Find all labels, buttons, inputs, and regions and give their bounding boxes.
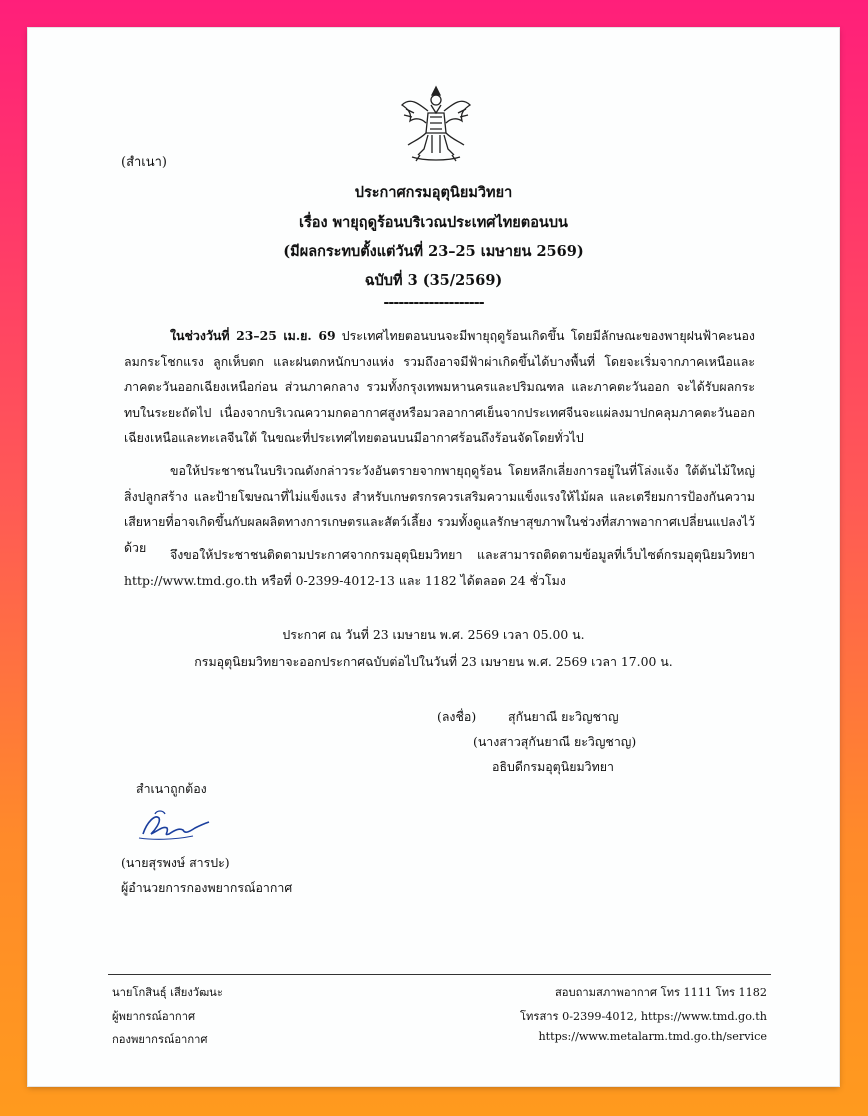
handwritten-signature xyxy=(133,804,213,844)
paragraph-advice: ขอให้ประชาชนในบริเวณดังกล่าวระวังอันตรายจากพายุฤดูร้อน โดยหลีกเลี่ยงการอยู่ในที่โล่งแจ้ง ใต้ต้นไม้ใหญ่ สิ่งปลูกสร้าง และป้ายโฆษณาที่ไม่แข็งแรง สำหรับเกษตรกรควรเสริมความแข็งแรงให้ไม้ผล และเตรียมการป้องกันความเสียหายที่อาจเกิดขึ้นกับผลผลิตทางการเกษตรและสัตว์เลี้ยง รวมทั้งดูแลรักษาสุขภาพในช่วงที่สภาพอากาศเปลี่ยนแปลงไว้ด้วย xyxy=(124,463,755,555)
document-page xyxy=(28,28,839,1086)
paragraph-contact: จึงขอให้ประชาชนติดตามประกาศจากกรมอุตุนิยมวิทยา และสามารถติดตามข้อมูลที่เว็บไซต์กรมอุตุนิยมวิทยา http://www.tmd.go.th หรือที่ 0-2399-4012-13 และ 1182 ได้ตลอด 24 ชั่วโมง xyxy=(124,547,755,588)
page-title: ประกาศกรมอุตุนิยมวิทยา xyxy=(354,184,513,201)
paragraph-lead: ในช่วงวันที่ 23–25 เม.ย. 69 xyxy=(170,328,336,343)
signer-full-name: (นางสาวสุกันยาณี ยะวิญชาญ) xyxy=(473,734,637,749)
footer-forecaster-title: ผู้พยากรณ์อากาศ xyxy=(112,1010,196,1023)
effect-period: (มีผลกระทบตั้งแต่วันที่ 23–25 เมษายน 2569) xyxy=(283,243,584,260)
garuda-emblem-icon xyxy=(398,83,474,165)
certifier-position: ผู้อำนวยการกองพยากรณ์อากาศ xyxy=(121,880,293,895)
paragraph-forecast-body: ประเทศไทยตอนบนจะมีพายุฤดูร้อนเกิดขึ้น โดยมีลักษณะของพายุฝนฟ้าคะนอง ลมกระโชกแรง ลูกเห็บตก และฝนตกหนักบางแห่ง รวมถึงอาจมีฟ้าผ่าเกิดขึ้นได้บางพื้นที่ โดยจะเริ่มจากภาคเหนือและภาคตะวันออกเฉียงเหนือก่อน ส่วนภาคกลาง รวมทั้งกรุงเทพมหานครและปริมณฑล และภาคตะวันออก จะได้รับผลกระทบในระยะถัดไป เนื่องจากบริเวณความกดอากาศสูงหรือมวลอากาศเย็นจากประเทศจีนจะแผ่ลงมาปกคลุมภาคตะวันออกเฉียงเหนือและทะเลจีนใต้ ในขณะที่ประเทศไทยตอนบนมีอากาศร้อนถึงร้อนจัดโดยทั่วไป xyxy=(124,328,755,446)
footer-forecaster-name: นายโกสินธุ์ เสียงวัฒนะ xyxy=(112,986,223,999)
copy-label: (สำเนา) xyxy=(121,155,168,170)
next-issue-note: กรมอุตุนิยมวิทยาจะออกประกาศฉบับต่อไปในวันที่ 23 เมษายน พ.ศ. 2569 เวลา 17.00 น. xyxy=(194,654,673,669)
issue-number: ฉบับที่ 3 (35/2569) xyxy=(364,272,503,289)
signer-position: อธิบดีกรมอุตุนิยมวิทยา xyxy=(492,759,614,774)
footer-fax-website: โทรสาร 0-2399-4012, https://www.tmd.go.th xyxy=(520,1010,767,1023)
signed-label: (ลงชื่อ) xyxy=(437,709,477,724)
footer-hotline: สอบถามสภาพอากาศ โทร 1111 โทร 1182 xyxy=(554,986,767,999)
announced-date: ประกาศ ณ วันที่ 23 เมษายน พ.ศ. 2569 เวลา 05.00 น. xyxy=(282,627,585,642)
footer-service-link: https://www.metalarm.tmd.go.th/service xyxy=(538,1030,767,1043)
certifier-name: (นายสุรพงษ์ สารปะ) xyxy=(121,855,230,870)
certified-copy-label: สำเนาถูกต้อง xyxy=(136,781,207,796)
footer-division: กองพยากรณ์อากาศ xyxy=(112,1033,208,1046)
signer-signed-name: สุกันยาณี ยะวิญชาญ xyxy=(508,709,619,724)
paragraph-forecast xyxy=(124,323,755,451)
subject: เรื่อง พายุฤดูร้อนบริเวณประเทศไทยตอนบน xyxy=(299,214,568,231)
separator: -------------------- xyxy=(383,294,484,311)
footer-divider xyxy=(108,974,771,975)
